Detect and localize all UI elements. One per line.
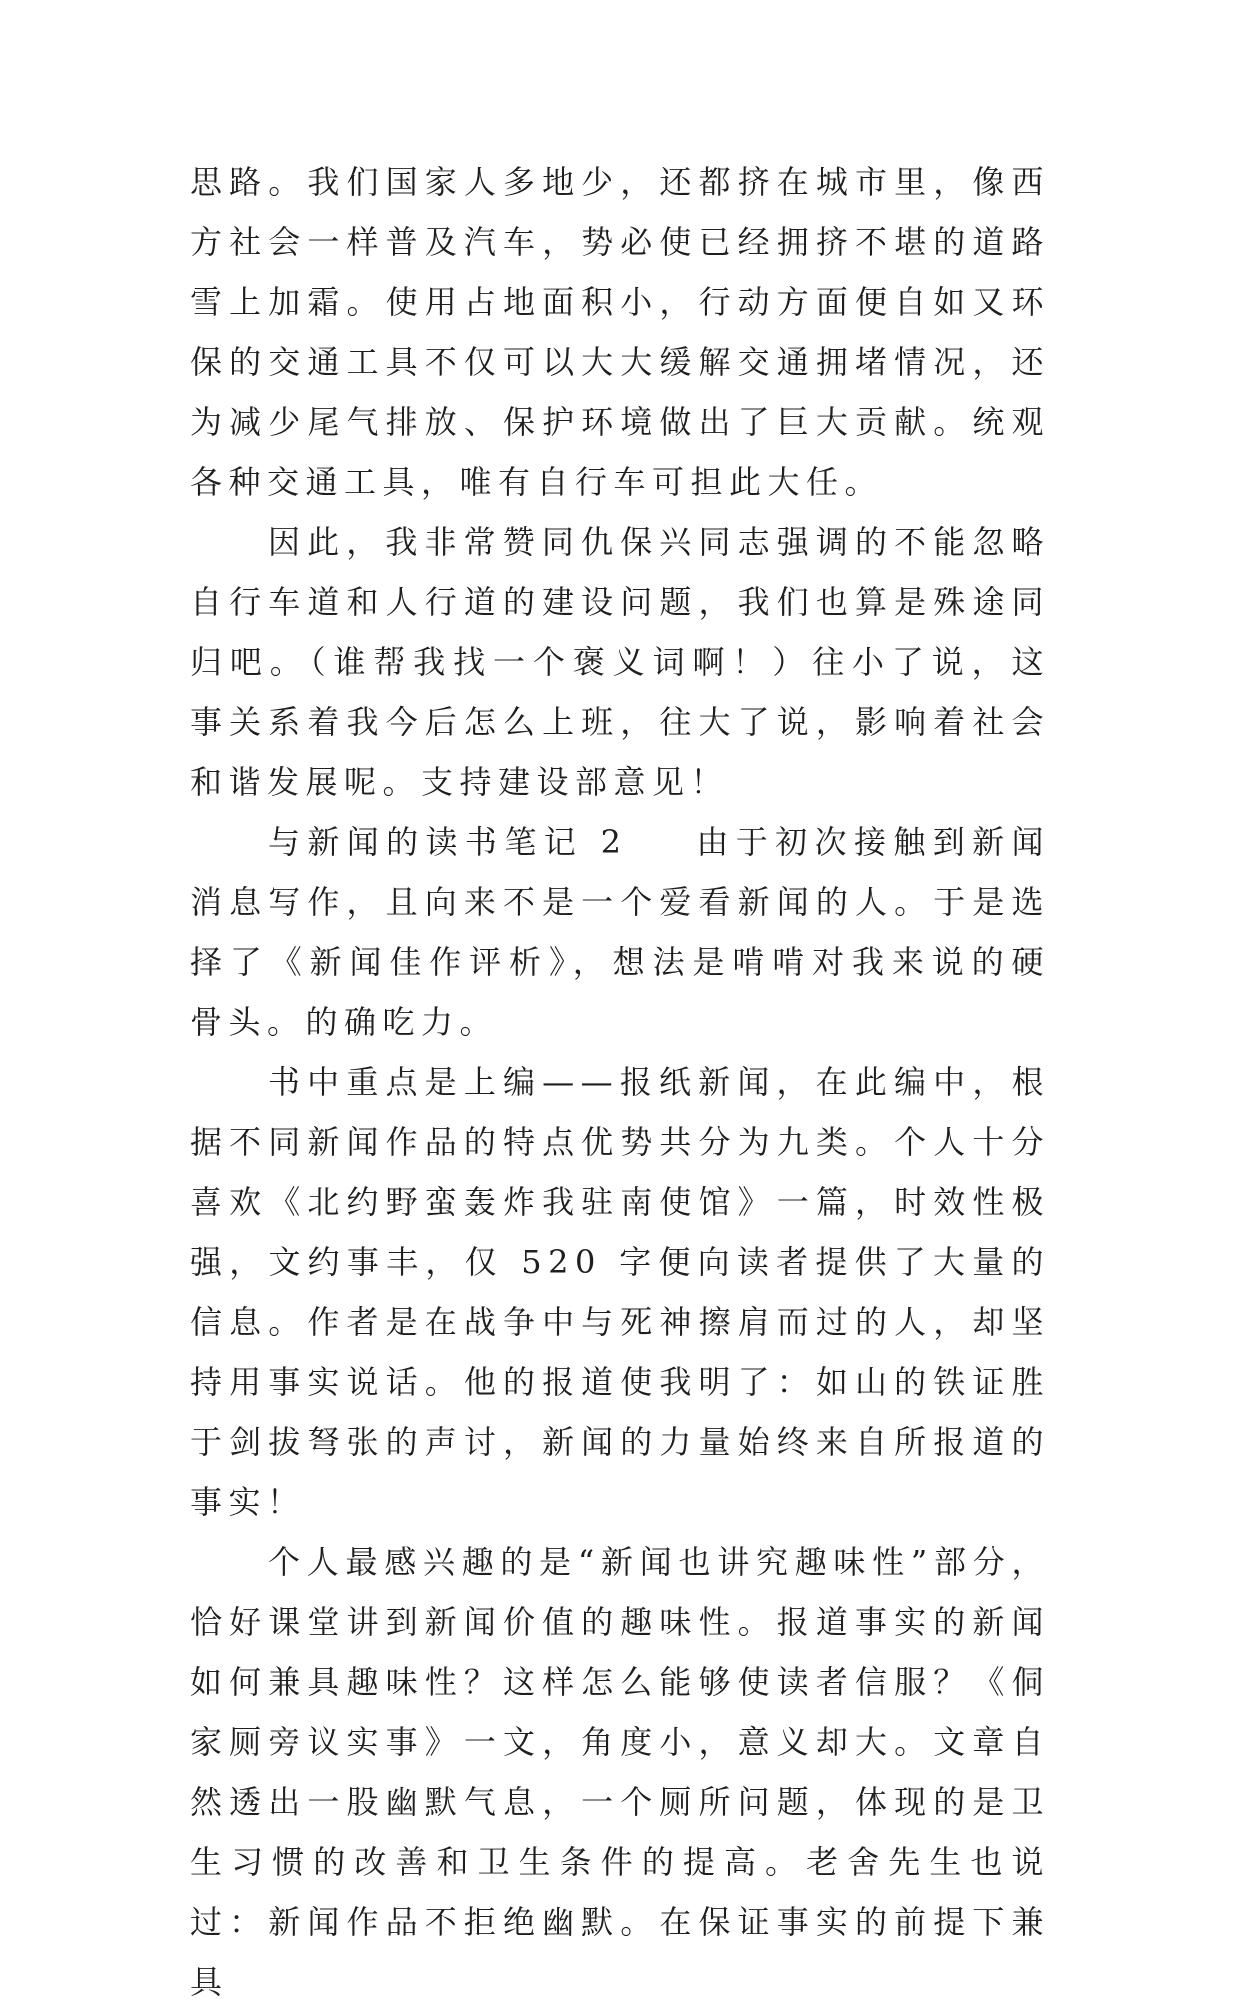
paragraph-5: 个人最感兴趣的是“新闻也讲究趣味性”部分，恰好课堂讲到新闻价值的趣味性。报道事实的新闻如何兼具趣味性？这样怎么能够使读者信服？《侗家厕旁议实事》一文，角度小，意义却大。文章自然透出一股幽默气息，一个厕所问题，体现的是卫生习惯的改善和卫生条件的提高。老舍先生也说过：新闻作品不拒绝幽默。在保证事实的前提下兼具 — [190, 1543, 1050, 2001]
paragraph-2: 因此，我非常赞同仇保兴同志强调的不能忽略自行车道和人行道的建设问题，我们也算是殊途同归吧。（谁帮我找一个褒义词啊！）往小了说，这事关系着我今后怎么上班，往大了说，影响着社会和谐发展呢。支持建设部意见！ — [190, 523, 1050, 801]
paragraph-4: 书中重点是上编——报纸新闻，在此编中，根据不同新闻作品的特点优势共分为九类。个人十分喜欢《北约野蛮轰炸我驻南使馆》一篇，时效性极强，文约事丰，仅 520 字便向读者提供了大量的信息。作者是在战争中与死神擦肩而过的人，却坚持用事实说话。他的报道使我明了：如山的铁证胜于剑拔弩张的声讨，新闻的力量始终来自所报道的事实！ — [190, 1063, 1050, 1521]
paragraph-3 — [190, 812, 1050, 1052]
document-body — [190, 152, 1050, 2012]
section-heading: 与新闻的读书笔记 2 — [268, 823, 628, 861]
paragraph-3-text: 由于初次接触到新闻消息写作，且向来不是一个爱看新闻的人。于是选择了《新闻佳作评析》，想法是啃啃对我来说的硬骨头。的确吃力。 — [190, 823, 1050, 1041]
paragraph-1: 思路。我们国家人多地少，还都挤在城市里，像西方社会一样普及汽车，势必使已经拥挤不堪的道路雪上加霜。使用占地面积小，行动方面便自如又环保的交通工具不仅可以大大缓解交通拥堵情况，还为减少尾气排放、保护环境做出了巨大贡献。统观各种交通工具，唯有自行车可担此大任。 — [190, 163, 1050, 501]
